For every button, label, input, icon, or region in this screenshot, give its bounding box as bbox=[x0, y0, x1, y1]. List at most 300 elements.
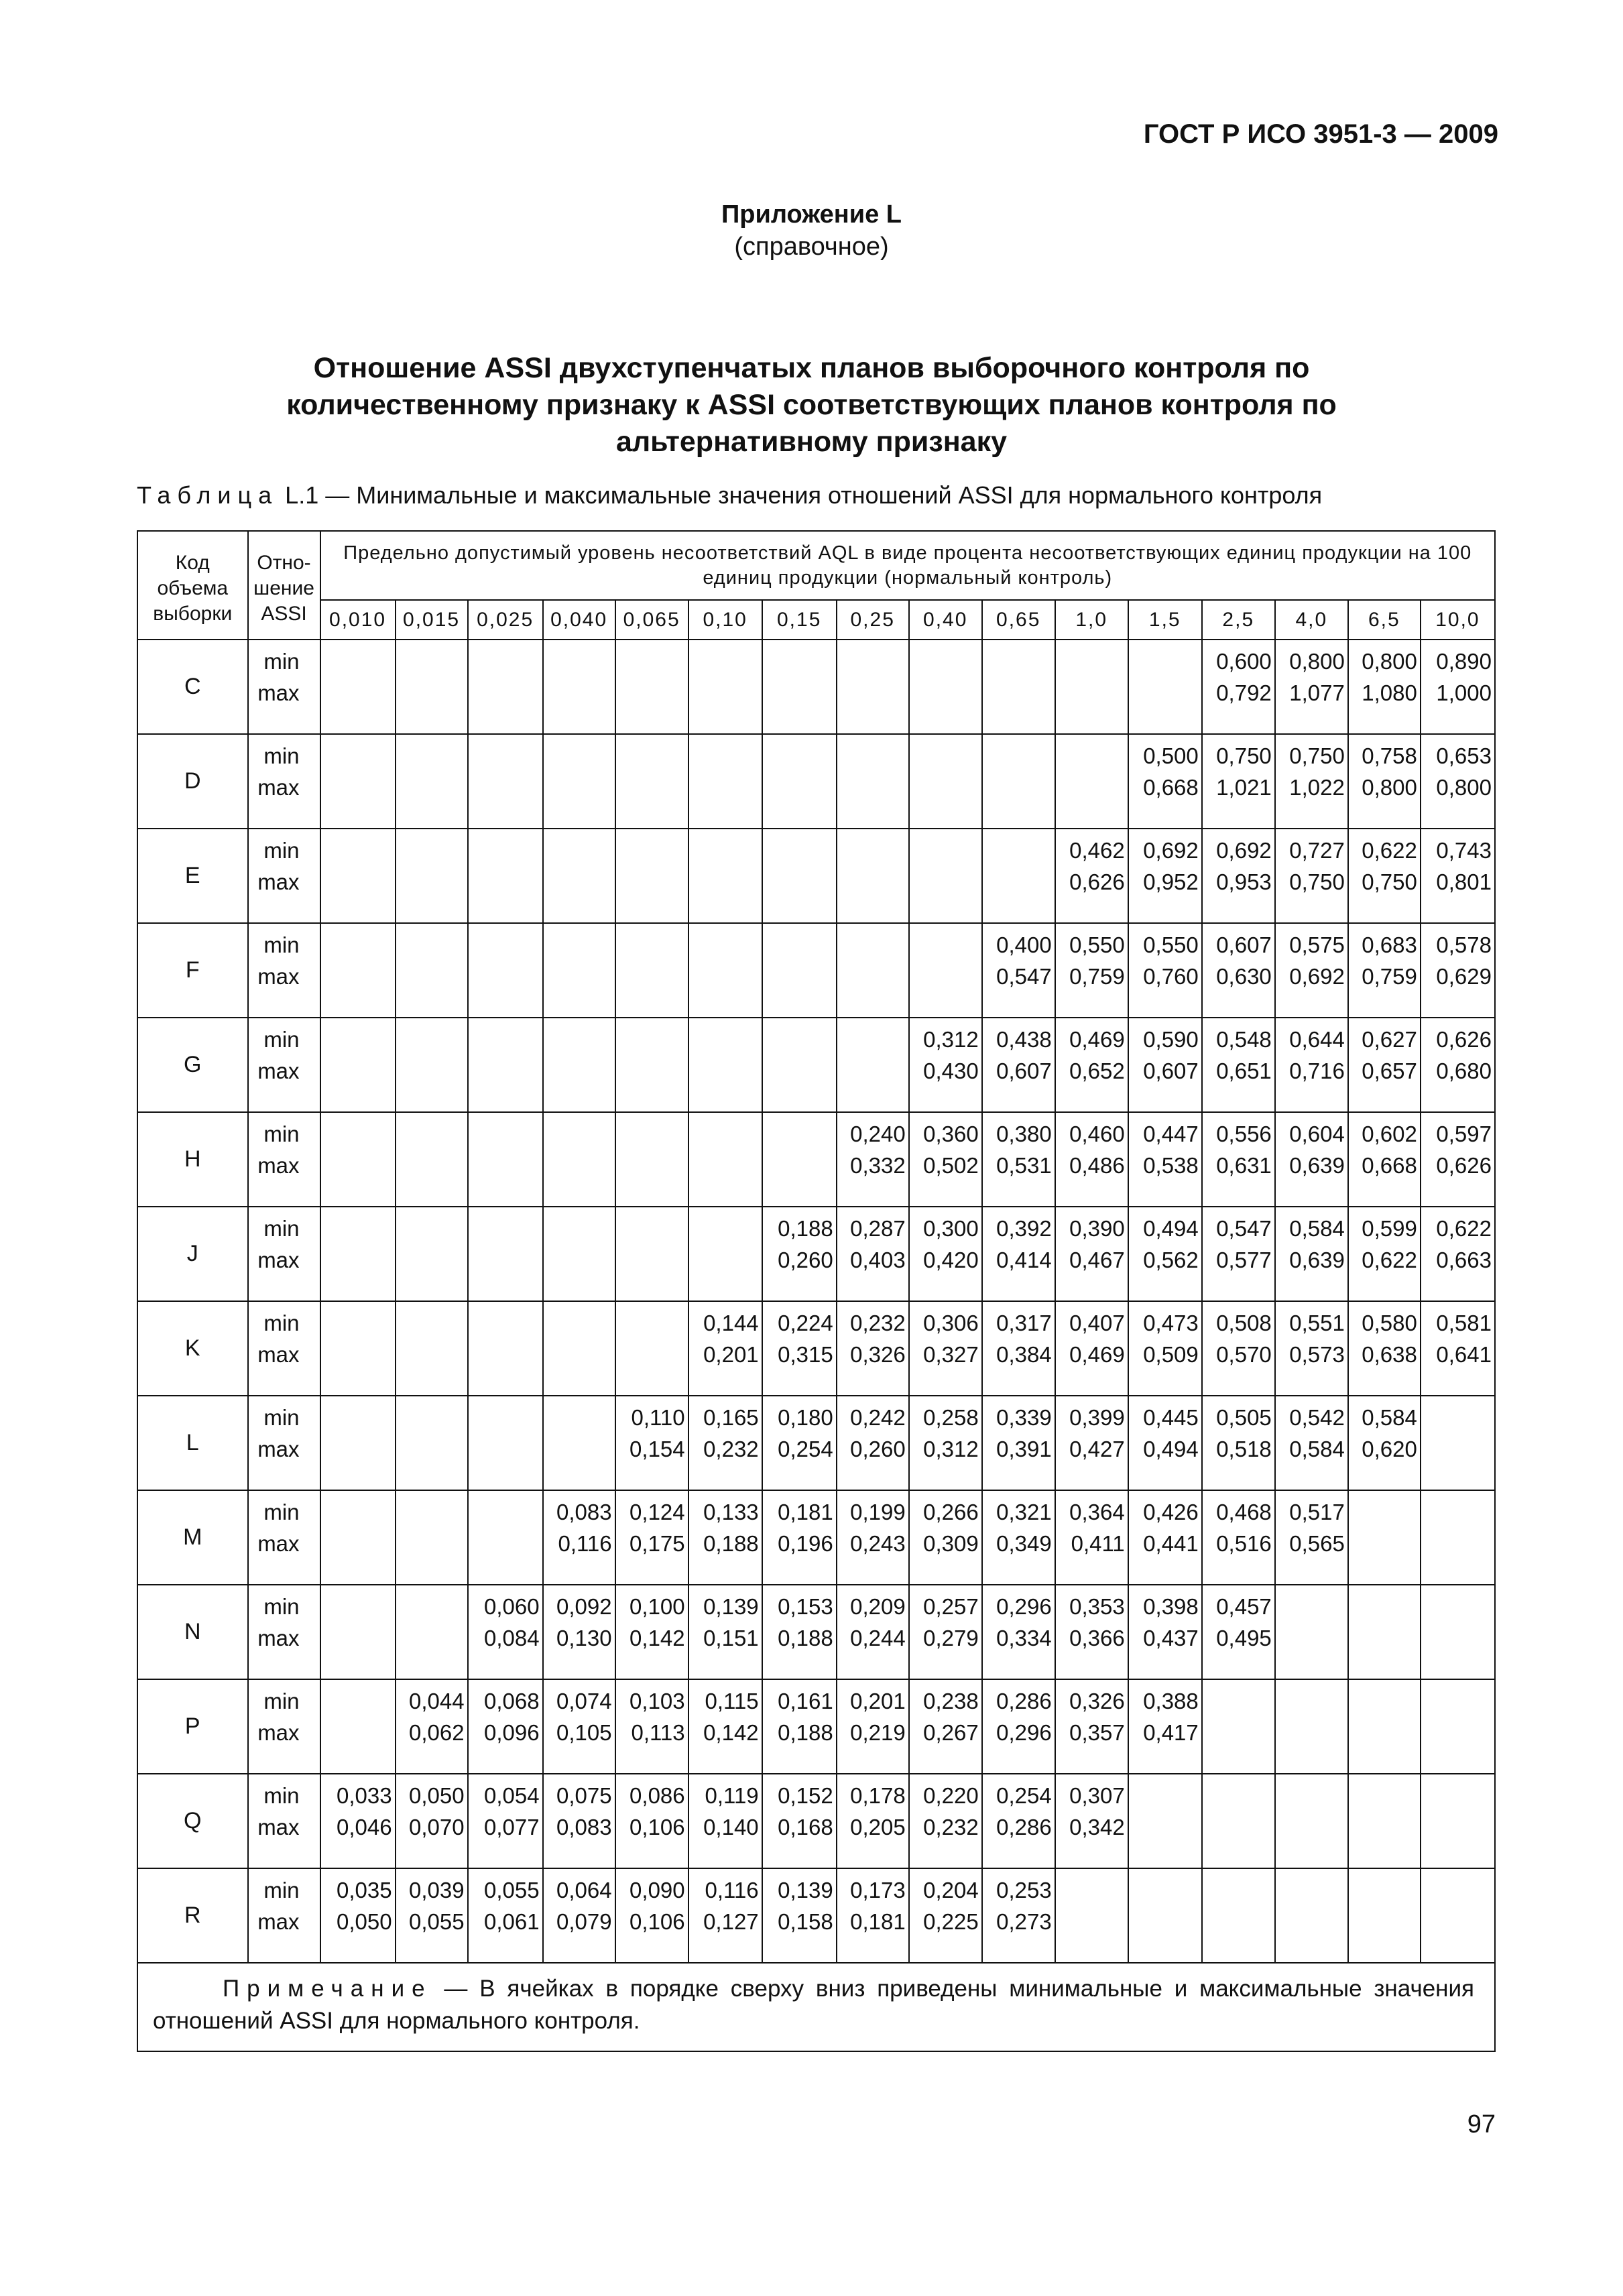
max-value: 0,188 bbox=[778, 1626, 833, 1650]
value-cell bbox=[982, 1490, 1055, 1585]
header-aql: Предельно допустимый уровень несоответствий AQL в виде процента несоответствующих единиц продукции на 100 единиц продукции (нормальный контроль) bbox=[320, 531, 1495, 600]
value-cell bbox=[909, 923, 982, 1018]
max-value: 0,267 bbox=[923, 1720, 979, 1745]
value-cell bbox=[1348, 734, 1421, 829]
value-cell bbox=[1275, 829, 1348, 923]
value-cell bbox=[320, 1585, 396, 1679]
min-value: 0,457 bbox=[1216, 1594, 1272, 1619]
max-value: 0,130 bbox=[556, 1626, 612, 1650]
min-label: min bbox=[263, 1122, 300, 1146]
max-value: 0,077 bbox=[484, 1815, 540, 1839]
max-value: 0,158 bbox=[778, 1909, 833, 1934]
min-value bbox=[396, 835, 465, 866]
table-caption-text: L.1 — Минимальные и максимальные значения отношений ASSI для нормального контроля bbox=[285, 481, 1323, 509]
max-value bbox=[616, 1244, 685, 1276]
max-value: 0,357 bbox=[1069, 1720, 1125, 1745]
aql-column-header: 0,65 bbox=[982, 600, 1055, 640]
min-value bbox=[983, 646, 1052, 677]
value-cell bbox=[1275, 640, 1348, 734]
max-value: 1,022 bbox=[1289, 775, 1345, 800]
value-cell bbox=[468, 1396, 543, 1490]
min-value: 0,139 bbox=[703, 1594, 759, 1619]
value-cell bbox=[762, 640, 837, 734]
max-value: 0,562 bbox=[1143, 1248, 1199, 1272]
value-cell bbox=[615, 1301, 688, 1396]
min-value bbox=[1421, 1496, 1492, 1528]
min-value bbox=[321, 1024, 392, 1055]
max-value bbox=[544, 1055, 612, 1087]
value-cell bbox=[1275, 1207, 1348, 1301]
max-value bbox=[469, 1528, 540, 1559]
min-value: 0,692 bbox=[1216, 838, 1272, 863]
min-value: 0,116 bbox=[705, 1878, 759, 1902]
max-value: 0,630 bbox=[1216, 964, 1272, 989]
max-value bbox=[689, 772, 759, 803]
aql-column-header: 0,015 bbox=[396, 600, 468, 640]
value-cell bbox=[837, 829, 909, 923]
value-cell bbox=[1421, 734, 1495, 829]
header-sample-code: Код объема выборки bbox=[137, 531, 248, 640]
max-value bbox=[910, 772, 979, 803]
min-value bbox=[396, 740, 465, 772]
max-value bbox=[1349, 1906, 1417, 1937]
table-row bbox=[137, 640, 1495, 734]
min-value: 0,266 bbox=[923, 1500, 979, 1524]
min-value bbox=[1056, 740, 1125, 772]
max-value bbox=[396, 1622, 465, 1654]
min-value bbox=[544, 835, 612, 866]
min-value: 0,050 bbox=[408, 1783, 465, 1808]
table-row bbox=[137, 1396, 1495, 1490]
ratio-label-cell bbox=[248, 1868, 320, 1963]
min-value: 0,758 bbox=[1362, 743, 1417, 768]
max-value bbox=[544, 1150, 612, 1181]
min-value: 0,326 bbox=[1069, 1689, 1125, 1713]
aql-column-header: 0,065 bbox=[615, 600, 688, 640]
min-value: 0,055 bbox=[484, 1878, 540, 1902]
max-value bbox=[396, 677, 465, 709]
value-cell bbox=[320, 1301, 396, 1396]
max-value: 0,106 bbox=[629, 1909, 685, 1934]
value-cell bbox=[1128, 1585, 1202, 1679]
max-label: max bbox=[257, 680, 300, 705]
value-cell bbox=[1275, 1396, 1348, 1490]
value-cell bbox=[468, 640, 543, 734]
min-value: 0,653 bbox=[1436, 743, 1492, 768]
max-value: 0,668 bbox=[1143, 775, 1199, 800]
max-value: 0,651 bbox=[1216, 1059, 1272, 1083]
value-cell bbox=[320, 734, 396, 829]
value-cell bbox=[982, 1679, 1055, 1774]
min-value bbox=[469, 1496, 540, 1528]
max-value: 0,140 bbox=[703, 1815, 759, 1839]
max-value: 0,573 bbox=[1289, 1342, 1345, 1367]
min-value bbox=[983, 835, 1052, 866]
max-value: 0,631 bbox=[1216, 1153, 1272, 1178]
value-cell bbox=[837, 1207, 909, 1301]
min-value: 0,462 bbox=[1069, 838, 1125, 863]
max-value bbox=[616, 866, 685, 898]
max-value: 0,584 bbox=[1289, 1437, 1345, 1461]
value-cell bbox=[1055, 1396, 1128, 1490]
max-value bbox=[837, 1055, 906, 1087]
min-value: 0,400 bbox=[996, 932, 1052, 957]
min-value bbox=[616, 835, 685, 866]
max-value bbox=[321, 1717, 392, 1748]
max-label: max bbox=[257, 1909, 300, 1934]
aql-column-header: 0,025 bbox=[468, 600, 543, 640]
max-value: 0,391 bbox=[996, 1437, 1052, 1461]
value-cell bbox=[1275, 1490, 1348, 1585]
max-value bbox=[321, 866, 392, 898]
max-value bbox=[396, 1244, 465, 1276]
value-cell bbox=[762, 1490, 837, 1585]
min-value bbox=[321, 1118, 392, 1150]
value-cell bbox=[1202, 1774, 1275, 1868]
sample-code-cell: G bbox=[137, 1018, 248, 1112]
table-row bbox=[137, 923, 1495, 1018]
max-value: 0,349 bbox=[996, 1531, 1052, 1556]
min-value: 0,580 bbox=[1362, 1311, 1417, 1335]
aql-column-header: 0,15 bbox=[762, 600, 837, 640]
min-value bbox=[763, 929, 833, 961]
min-value: 0,607 bbox=[1216, 932, 1272, 957]
max-value: 0,622 bbox=[1362, 1248, 1417, 1272]
value-cell bbox=[1348, 1774, 1421, 1868]
min-value bbox=[837, 929, 906, 961]
min-value bbox=[469, 1307, 540, 1339]
max-value: 0,759 bbox=[1362, 964, 1417, 989]
min-value: 0,750 bbox=[1216, 743, 1272, 768]
max-value: 0,607 bbox=[996, 1059, 1052, 1083]
min-value bbox=[616, 929, 685, 961]
sample-code-cell: F bbox=[137, 923, 248, 1018]
max-value: 0,332 bbox=[850, 1153, 906, 1178]
min-value: 0,460 bbox=[1069, 1122, 1125, 1146]
min-label: min bbox=[263, 1405, 300, 1430]
value-cell bbox=[468, 734, 543, 829]
min-value: 0,438 bbox=[996, 1027, 1052, 1052]
value-cell bbox=[982, 1585, 1055, 1679]
value-cell bbox=[909, 1774, 982, 1868]
value-cell bbox=[320, 1396, 396, 1490]
min-value: 0,181 bbox=[778, 1500, 833, 1524]
table-caption bbox=[137, 481, 1322, 509]
value-cell bbox=[396, 1868, 468, 1963]
sample-code-cell: R bbox=[137, 1868, 248, 1963]
min-value bbox=[1276, 1591, 1345, 1622]
min-value bbox=[321, 835, 392, 866]
max-value bbox=[321, 677, 392, 709]
ratio-label-cell bbox=[248, 923, 320, 1018]
table-caption-label: Таблица bbox=[137, 481, 279, 509]
value-cell bbox=[320, 923, 396, 1018]
min-value bbox=[837, 835, 906, 866]
max-value bbox=[763, 677, 833, 709]
value-cell bbox=[1202, 1396, 1275, 1490]
value-cell bbox=[1202, 923, 1275, 1018]
max-value: 0,096 bbox=[484, 1720, 540, 1745]
max-value: 0,243 bbox=[850, 1531, 906, 1556]
min-value bbox=[544, 1213, 612, 1244]
min-value: 0,296 bbox=[996, 1594, 1052, 1619]
value-cell bbox=[982, 1396, 1055, 1490]
ratio-label-cell bbox=[248, 1490, 320, 1585]
value-cell bbox=[543, 1774, 615, 1868]
min-value bbox=[321, 1685, 392, 1717]
ratio-label-cell bbox=[248, 734, 320, 829]
max-value bbox=[469, 1244, 540, 1276]
min-value: 0,083 bbox=[556, 1500, 612, 1524]
min-value bbox=[544, 1402, 612, 1433]
value-cell bbox=[688, 734, 762, 829]
table-row bbox=[137, 734, 1495, 829]
min-value: 0,232 bbox=[850, 1311, 906, 1335]
table-row bbox=[137, 1868, 1495, 1963]
max-value: 0,417 bbox=[1143, 1720, 1199, 1745]
sample-code-cell: N bbox=[137, 1585, 248, 1679]
value-cell bbox=[1348, 1207, 1421, 1301]
min-value: 0,494 bbox=[1143, 1216, 1199, 1241]
max-value bbox=[396, 1433, 465, 1465]
value-cell bbox=[1421, 1018, 1495, 1112]
max-label: max bbox=[257, 1437, 300, 1461]
value-cell bbox=[1128, 1396, 1202, 1490]
value-cell bbox=[1128, 640, 1202, 734]
max-value bbox=[616, 1150, 685, 1181]
document-header: ГОСТ Р ИСО 3951-3 — 2009 bbox=[1143, 119, 1498, 149]
min-value: 0,033 bbox=[336, 1783, 392, 1808]
min-value bbox=[321, 929, 392, 961]
min-value: 0,550 bbox=[1143, 932, 1199, 957]
max-value bbox=[616, 961, 685, 992]
min-value bbox=[689, 835, 759, 866]
min-value bbox=[544, 929, 612, 961]
max-value: 0,531 bbox=[996, 1153, 1052, 1178]
max-value bbox=[763, 772, 833, 803]
min-value: 0,039 bbox=[408, 1878, 465, 1902]
max-value bbox=[837, 772, 906, 803]
min-value bbox=[1276, 1874, 1345, 1906]
value-cell bbox=[396, 923, 468, 1018]
min-value bbox=[616, 740, 685, 772]
value-cell bbox=[1421, 1301, 1495, 1396]
min-value: 0,110 bbox=[631, 1405, 685, 1430]
min-value bbox=[616, 1307, 685, 1339]
max-value bbox=[1129, 677, 1199, 709]
max-value bbox=[396, 1339, 465, 1370]
value-cell bbox=[837, 923, 909, 1018]
value-cell bbox=[1421, 1585, 1495, 1679]
value-cell bbox=[1055, 923, 1128, 1018]
min-value: 0,224 bbox=[778, 1311, 833, 1335]
min-value: 0,035 bbox=[336, 1878, 392, 1902]
min-value: 0,597 bbox=[1436, 1122, 1492, 1146]
value-cell bbox=[396, 1490, 468, 1585]
value-cell bbox=[688, 1585, 762, 1679]
max-value: 0,315 bbox=[778, 1342, 833, 1367]
max-label: max bbox=[257, 964, 300, 989]
min-value: 0,508 bbox=[1216, 1311, 1272, 1335]
min-value: 0,750 bbox=[1289, 743, 1345, 768]
max-value bbox=[763, 1055, 833, 1087]
min-value: 0,388 bbox=[1143, 1689, 1199, 1713]
max-value: 0,342 bbox=[1069, 1815, 1125, 1839]
max-value: 0,196 bbox=[778, 1531, 833, 1556]
min-value: 0,517 bbox=[1289, 1500, 1345, 1524]
value-cell bbox=[1055, 734, 1128, 829]
max-value: 0,154 bbox=[629, 1437, 685, 1461]
min-value bbox=[616, 1024, 685, 1055]
max-value bbox=[1349, 1811, 1417, 1843]
value-cell bbox=[396, 1301, 468, 1396]
min-value bbox=[321, 1496, 392, 1528]
max-value: 0,219 bbox=[850, 1720, 906, 1745]
value-cell bbox=[1275, 1679, 1348, 1774]
min-value bbox=[763, 740, 833, 772]
value-cell bbox=[909, 640, 982, 734]
min-value: 0,584 bbox=[1362, 1405, 1417, 1430]
value-cell bbox=[1055, 1868, 1128, 1963]
max-value bbox=[1203, 1906, 1272, 1937]
table-row bbox=[137, 1018, 1495, 1112]
value-cell bbox=[1275, 923, 1348, 1018]
value-cell bbox=[1055, 1207, 1128, 1301]
max-value bbox=[321, 1622, 392, 1654]
min-value bbox=[396, 1024, 465, 1055]
value-cell bbox=[837, 734, 909, 829]
min-value: 0,360 bbox=[923, 1122, 979, 1146]
max-value: 0,952 bbox=[1143, 869, 1199, 894]
max-value: 0,411 bbox=[1071, 1531, 1125, 1556]
ratio-label-cell bbox=[248, 1585, 320, 1679]
value-cell bbox=[762, 1301, 837, 1396]
max-label: max bbox=[257, 1248, 300, 1272]
max-value: 0,296 bbox=[996, 1720, 1052, 1745]
value-cell bbox=[615, 1018, 688, 1112]
max-value bbox=[396, 1528, 465, 1559]
ratio-label-cell bbox=[248, 1018, 320, 1112]
min-value: 0,447 bbox=[1143, 1122, 1199, 1146]
header-assi-ratio: Отно-шение ASSI bbox=[248, 531, 320, 640]
min-value: 0,581 bbox=[1436, 1311, 1492, 1335]
min-value: 0,727 bbox=[1289, 838, 1345, 863]
max-value bbox=[321, 1150, 392, 1181]
min-value bbox=[910, 929, 979, 961]
max-value bbox=[689, 1150, 759, 1181]
max-value bbox=[396, 1150, 465, 1181]
value-cell bbox=[762, 829, 837, 923]
min-value: 0,602 bbox=[1362, 1122, 1417, 1146]
note-label: Примечание bbox=[223, 1976, 432, 2002]
value-cell bbox=[1348, 640, 1421, 734]
max-value: 0,800 bbox=[1436, 775, 1492, 800]
value-cell bbox=[543, 1396, 615, 1490]
min-value bbox=[1421, 1402, 1492, 1433]
max-value bbox=[1421, 1811, 1492, 1843]
table-note bbox=[137, 1963, 1495, 2051]
min-value: 0,469 bbox=[1069, 1027, 1125, 1052]
min-value: 0,312 bbox=[923, 1027, 979, 1052]
value-cell bbox=[396, 1585, 468, 1679]
max-value: 0,205 bbox=[850, 1815, 906, 1839]
min-value: 0,317 bbox=[996, 1311, 1052, 1335]
min-value bbox=[910, 740, 979, 772]
max-value bbox=[689, 1055, 759, 1087]
max-value: 0,244 bbox=[850, 1626, 906, 1650]
max-value bbox=[321, 1528, 392, 1559]
page-number: 97 bbox=[1467, 2110, 1496, 2138]
ratio-label-cell bbox=[248, 829, 320, 923]
min-value: 0,258 bbox=[923, 1405, 979, 1430]
max-value: 0,403 bbox=[850, 1248, 906, 1272]
value-cell bbox=[762, 1774, 837, 1868]
max-value bbox=[321, 1339, 392, 1370]
min-label: min bbox=[263, 1027, 300, 1052]
value-cell bbox=[1348, 1018, 1421, 1112]
value-cell bbox=[762, 1112, 837, 1207]
max-value: 0,680 bbox=[1436, 1059, 1492, 1083]
value-cell bbox=[909, 1301, 982, 1396]
max-value: 0,225 bbox=[923, 1909, 979, 1934]
min-value: 0,575 bbox=[1289, 932, 1345, 957]
min-value bbox=[763, 646, 833, 677]
min-value bbox=[689, 740, 759, 772]
max-value bbox=[1203, 1717, 1272, 1748]
max-value bbox=[321, 1055, 392, 1087]
value-cell bbox=[982, 640, 1055, 734]
min-value bbox=[544, 1118, 612, 1150]
value-cell bbox=[1421, 640, 1495, 734]
min-value: 0,075 bbox=[556, 1783, 612, 1808]
value-cell bbox=[837, 1112, 909, 1207]
value-cell bbox=[1128, 1868, 1202, 1963]
max-value: 0,414 bbox=[996, 1248, 1052, 1272]
min-value bbox=[1203, 1685, 1272, 1717]
value-cell bbox=[615, 923, 688, 1018]
value-cell bbox=[396, 1018, 468, 1112]
min-label: min bbox=[263, 1783, 300, 1808]
max-value: 0,577 bbox=[1216, 1248, 1272, 1272]
sample-code-cell: H bbox=[137, 1112, 248, 1207]
min-value: 0,398 bbox=[1143, 1594, 1199, 1619]
min-value bbox=[1056, 1874, 1125, 1906]
max-label: max bbox=[257, 1531, 300, 1556]
aql-column-header: 4,0 bbox=[1275, 600, 1348, 640]
max-value: 0,201 bbox=[703, 1342, 759, 1367]
min-value: 0,800 bbox=[1289, 649, 1345, 674]
min-value: 0,153 bbox=[778, 1594, 833, 1619]
min-value: 0,644 bbox=[1289, 1027, 1345, 1052]
min-value: 0,287 bbox=[850, 1216, 906, 1241]
min-value: 0,321 bbox=[996, 1500, 1052, 1524]
value-cell bbox=[1202, 829, 1275, 923]
value-cell bbox=[543, 640, 615, 734]
table-row bbox=[137, 1301, 1495, 1396]
value-cell bbox=[1128, 829, 1202, 923]
value-cell bbox=[837, 1585, 909, 1679]
value-cell bbox=[1202, 1679, 1275, 1774]
min-value: 0,064 bbox=[556, 1878, 612, 1902]
min-value: 0,339 bbox=[996, 1405, 1052, 1430]
aql-column-header: 0,25 bbox=[837, 600, 909, 640]
value-cell bbox=[1055, 1018, 1128, 1112]
min-value: 0,800 bbox=[1362, 649, 1417, 674]
min-value: 0,152 bbox=[778, 1783, 833, 1808]
min-value bbox=[689, 1118, 759, 1150]
max-value: 0,750 bbox=[1289, 869, 1345, 894]
max-value: 0,427 bbox=[1069, 1437, 1125, 1461]
